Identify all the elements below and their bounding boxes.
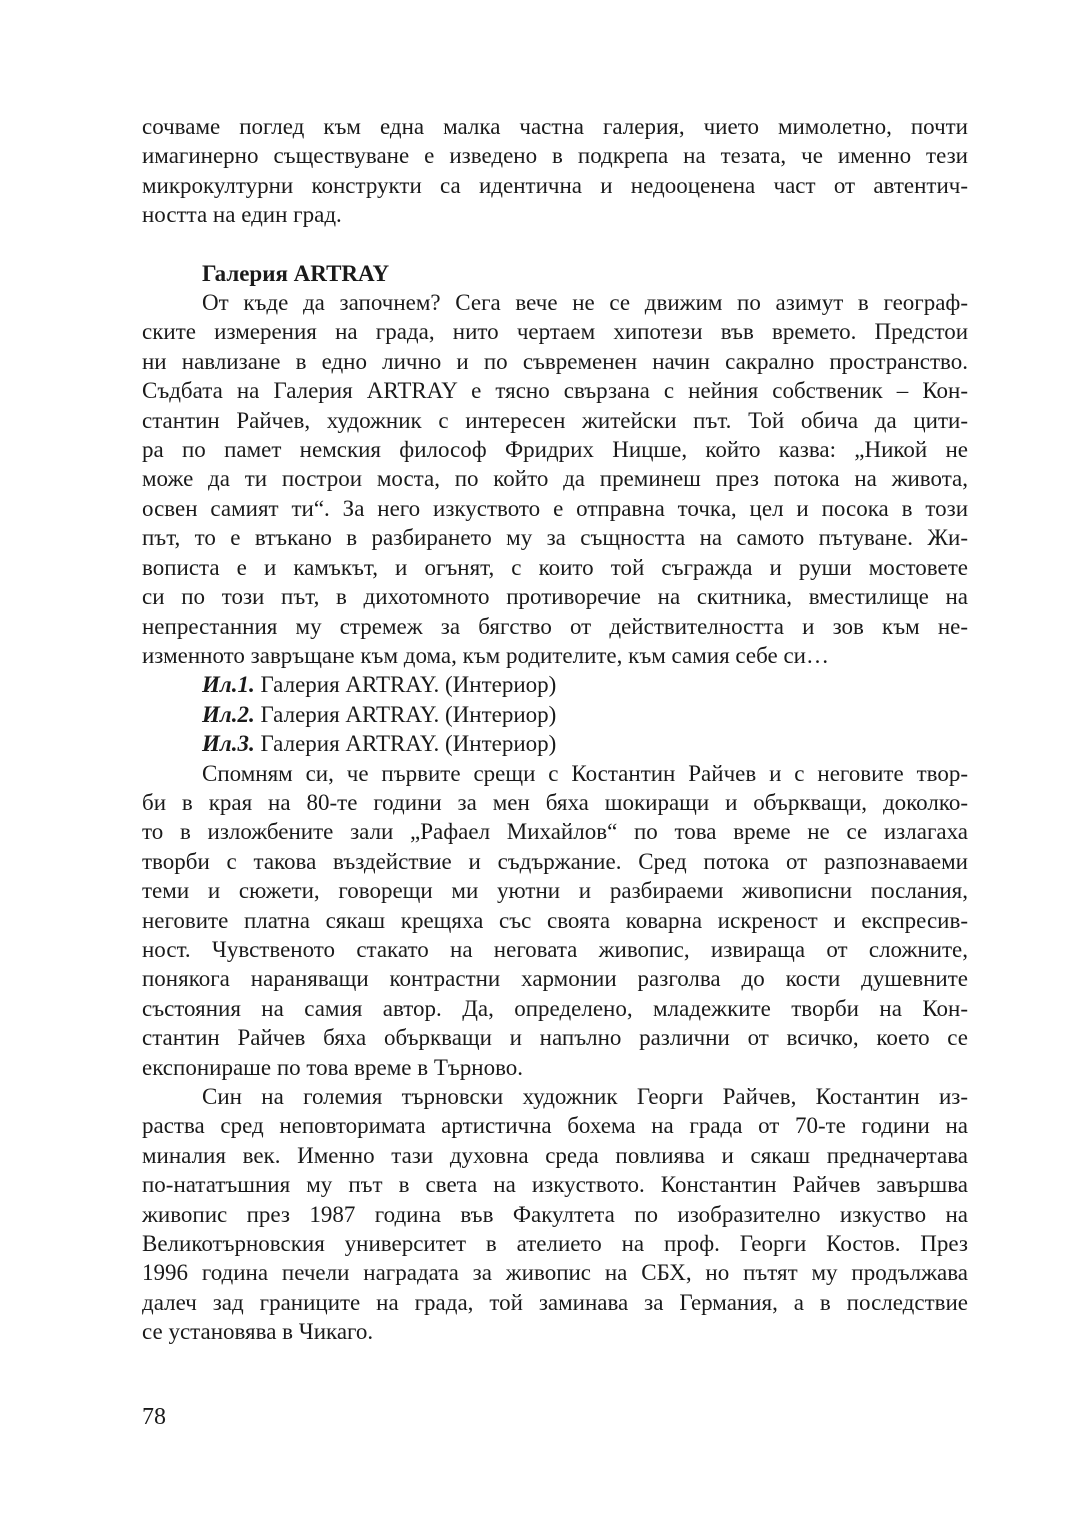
figure-caption: [142, 700, 968, 729]
text-line: вописта е и камъкът, и огънят, с които той съгражда и руши мостовете: [142, 554, 968, 580]
text-line: то в изложбените зали „Рафаел Михайлов“ по това време не се излагаха: [142, 819, 968, 845]
figure-captions: [142, 670, 968, 758]
text-line: сочваме поглед към една малка частна галерия, чието мимолетно, почти: [142, 114, 968, 139]
text-line: път, то е втъкано в разбирането му за същността на самото пътуване. Жи-: [142, 525, 968, 551]
caption-text: Галерия ARTRAY. (Интериор): [254, 701, 557, 727]
text-line: би в края на 80-те години за мен бяха шокиращи и объркващи, доколко-: [142, 789, 968, 815]
text-line: по-нататъшния му път в света на изкуството. Константин Райчев завършва: [142, 1172, 968, 1198]
text-line: може да ти построи моста, по който да преминеш през потока на живота,: [142, 466, 968, 492]
text-line: си по този път, в дихотомното противоречие на скитника, вместилище на: [142, 584, 968, 610]
text-line: теми и сюжети, говорещи ми уютни и разбираеми живописни послания,: [142, 878, 968, 904]
text-line: творби с такова въздействие и съдържание. Сред потока от разпознаваеми: [142, 848, 968, 874]
figure-caption: [142, 670, 968, 699]
text-line: Спомням си, че първите срещи с Костантин Райчев и с неговите твор-: [202, 760, 968, 786]
text-line: Съдбата на Галерия ARTRAY е тясно свързана с нейния собственик – Кон-: [142, 378, 968, 404]
text-line: миналия век. Именно тази духовна среда повлиява и сякаш предначертава: [142, 1142, 968, 1168]
text-line: понякога нараняващи контрастни хармонии разголва до кости душевните: [142, 966, 968, 992]
text-line: ността на един град.: [142, 202, 342, 228]
caption-text: Галерия ARTRAY. (Интериор): [254, 672, 557, 698]
caption-text: Галерия ARTRAY. (Интериор): [254, 731, 557, 757]
text-line: имагинерно съществуване е изведено в подкрепа на тезата, че именно тези: [142, 143, 968, 169]
text-line: ските измерения на града, нито чертаем хипотези във времето. Предстои: [142, 319, 968, 345]
caption-label: Ил.1.: [202, 672, 255, 698]
text-line: раства сред неповторимата артистична бохема на града от 70-те години на: [142, 1113, 968, 1139]
text-line: живопис през 1987 година във Факултета по изобразително изкуство на: [142, 1201, 968, 1227]
text-line: непрестанния му стремеж за бягство от действителността и зов към не-: [142, 613, 968, 639]
intro-paragraph: [142, 112, 968, 230]
paragraph-gap: [142, 230, 968, 259]
text-line: стантин Райчев, художник с интересен житейски път. Той обича да цити-: [142, 407, 968, 433]
caption-label: Ил.3.: [202, 731, 255, 757]
text-line: неговите платна сякаш крещяха със своята коварна искреност и експресив-: [142, 907, 968, 933]
text-line: Син на големия търновски художник Георги Райчев, Костантин из-: [202, 1084, 968, 1109]
document-page: [142, 112, 968, 1347]
text-line: състояния на самия автор. Да, определено, младежките творби на Кон-: [142, 995, 968, 1021]
text-line: изменното завръщане към дома, към родителите, към самия себе си…: [142, 642, 829, 668]
text-line: далеч зад границите на града, той заминава за Германия, а в последствие: [142, 1289, 968, 1315]
text-line: От къде да започнем? Сега вече не се движим по азимут в географ-: [202, 290, 968, 316]
text-line: Великотърновския университет в ателието на проф. Георги Костов. През: [142, 1231, 968, 1257]
section-heading: Галерия ARTRAY: [202, 260, 390, 286]
text-line: експонираше по това време в Търново.: [142, 1054, 524, 1080]
figure-caption: [142, 729, 968, 758]
text-line: стантин Райчев бяха объркващи и напълно различни от всичко, което се: [142, 1025, 968, 1051]
page-number: 78: [142, 1404, 166, 1430]
text-line: ра по памет немския философ Фридрих Ницше, който казва: „Никой не: [142, 437, 968, 463]
text-line: се установява в Чикаго.: [142, 1319, 374, 1345]
body-paragraph-2: [142, 759, 968, 1082]
body-paragraph-1: [142, 288, 968, 670]
text-line: микрокултурни конструкти са идентична и недооценена част от автентич-: [142, 172, 968, 198]
caption-label: Ил.2.: [202, 701, 255, 727]
text-line: освен самият ти“. За него изкуството е отправна точка, цел и посока в този: [142, 495, 968, 521]
text-line: 1996 година печели наградата за живопис на СБХ, но пътят му продължава: [142, 1260, 968, 1286]
body-paragraph-3: [142, 1082, 968, 1347]
text-line: ни навлизане в едно лично и по съвременен начин сакрално пространство.: [142, 348, 968, 374]
text-line: ност. Чувственото стакато на неговата живопис, извираща от сложните,: [142, 936, 968, 962]
